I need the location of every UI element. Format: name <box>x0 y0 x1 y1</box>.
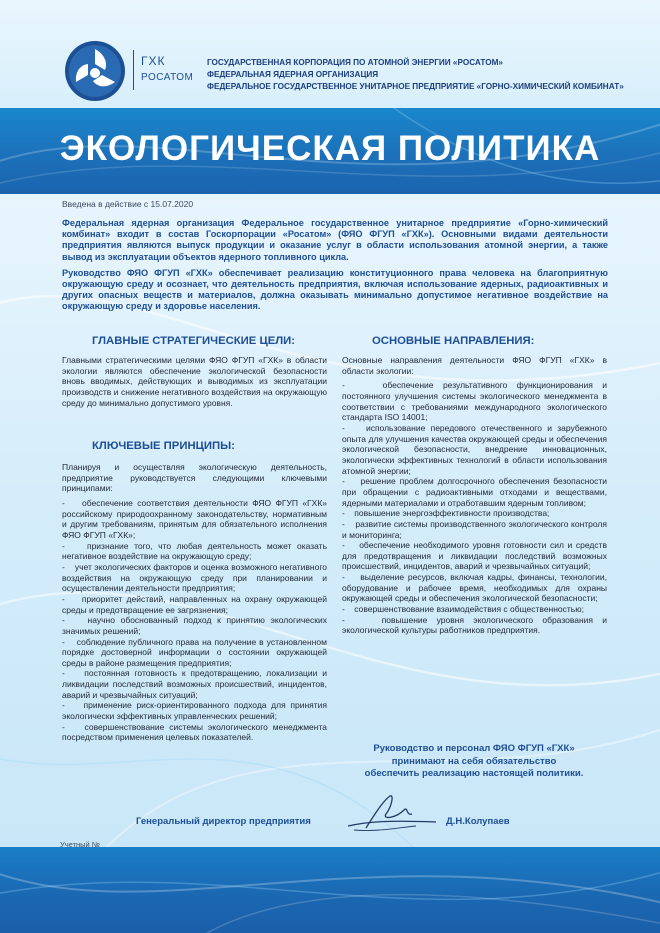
principles-heading: КЛЮЧЕВЫЕ ПРИНЦИПЫ: <box>92 440 235 452</box>
signatory-name: Д.Н.Колупаев <box>446 816 510 827</box>
page-title: ЭКОЛОГИЧЕСКАЯ ПОЛИТИКА <box>59 129 601 168</box>
effective-date: Введена в действие с 15.07.2020 <box>62 199 194 209</box>
org-line-2: ФЕДЕРАЛЬНАЯ ЯДЕРНАЯ ОРГАНИЗАЦИЯ <box>207 70 379 79</box>
bottom-band-swirl-decoration <box>0 847 660 933</box>
title-band <box>0 108 660 194</box>
direction-item: - выделение ресурсов, включая кадры, финансы, технологии, оборудование и рабочее время, необходимых для охраны окружающей среды и обеспечения экологической безопасности; <box>342 572 607 604</box>
goals-heading: ГЛАВНЫЕ СТРАТЕГИЧЕСКИЕ ЦЕЛИ: <box>92 335 296 347</box>
logo-line-1: ГХК <box>141 54 166 68</box>
principles-intro: Планируя и осуществляя экологическую деятельность, предприятие руководствуется следующими ключевыми принципами: <box>62 462 327 494</box>
intro-paragraph-1: Федеральная ядерная организация Федеральное государственное унитарное предприятие «Горно-химический комбинат» входит в состав Госкорпорации «Росатом» (ФЯО ФГУП «ГХК»). Основными видами деятельности предприятия являются выпуск продукции и оказание услуг в области использования атомной энергии, а также вывод из эксплуатации объектов ядерного топливного цикла. <box>62 218 608 262</box>
principle-item: - обеспечение соответствия деятельности ФЯО ФГУП «ГХК» российскому природоохранному законодательству, нормативным и другим требованиям, принятым для обязательного исполнения ФЯО ФГУП «ГХК»; <box>62 497 327 540</box>
direction-item: - развитие системы производственного экологического контроля и мониторинга; <box>342 518 607 540</box>
registration-number <box>60 840 142 847</box>
direction-item: - решение проблем долгосрочного обеспечения безопасности при обращении с радиоактивными отходами и веществами, ядерными материалами и отработавшим ядерным топливом; <box>342 476 608 508</box>
handwritten-signature <box>346 792 438 834</box>
principle-item: - применение риск-ориентированного подхода для принятия экологически эффективных управленческих решений; <box>62 700 327 722</box>
header <box>0 0 660 108</box>
registration-number-label: Учетный № <box>60 840 100 847</box>
directions-intro: Основные направления деятельности ФЯО ФГУП «ГХК» в области экологии: <box>342 355 607 376</box>
direction-item: - повышение энергоэффективности производства; <box>342 508 550 519</box>
commitment-line-3: обеспечить реализацию настоящей политики. <box>364 768 584 779</box>
org-line-1: ГОСУДАРСТВЕННАЯ КОРПОРАЦИЯ ПО АТОМНОЙ ЭНЕРГИИ «РОСАТОМ» <box>207 58 503 67</box>
commitment-statement <box>342 743 606 781</box>
direction-item: - обеспечение результативного функционирования и постоянного улучшения системы экологического менеджмента в соответствии с требованиями международного экологического стандарта ISO 14001; <box>342 380 607 423</box>
principle-item: - научно обоснованный подход к принятию экологических значимых решений; <box>62 615 327 636</box>
direction-item: - повышение уровня экологического образования и экологической культуры работников предприятия. <box>342 614 607 636</box>
principle-item: - совершенствование системы экологического менеджмента посредством применения целевых показателей. <box>62 721 327 743</box>
org-line-3: ФЕДЕРАЛЬНОЕ ГОСУДАРСТВЕННОЕ УНИТАРНОЕ ПРЕДПРИЯТИЕ «ГОРНО-ХИМИЧЕСКИЙ КОМБИНАТ» <box>207 82 624 91</box>
principle-item: - соблюдение публичного права на получение в установленном порядке достоверной информации о состоянии окружающей среды в районе размещения предприятия; <box>62 636 327 668</box>
principles-list <box>62 462 327 743</box>
logo-text <box>141 54 193 83</box>
intro-paragraph-2: Руководство ФЯО ФГУП «ГХК» обеспечивает реализацию конституционного права человека на благоприятную окружающую среду и осознает, что деятельность предприятия, включая использование ядерных, радиоактивных и других опасных веществ и материалов, должна оказывать минимально допустимое негативное воздействие на окружающую среду и здоровье населения. <box>62 267 608 312</box>
intro-block <box>62 218 608 318</box>
organization-lines <box>207 57 624 93</box>
direction-item: - обеспечение необходимого уровня готовности сил и средств для предотвращения и ликвидации последствий возможных происшествий, инцидентов, аварий и чрезвычайных ситуаций; <box>342 540 607 572</box>
bottom-band <box>0 847 660 933</box>
signatory-title: Генеральный директор предприятия <box>136 816 311 827</box>
logo-divider <box>133 50 134 90</box>
principle-item: - признание того, что любая деятельность может оказать негативное воздействие на окружающую среду; <box>62 540 327 562</box>
principle-item: - учет экологических факторов и оценка возможного негативного воздействия на окружающую среду при планировании и осуществлении деятельности предприятия; <box>62 561 327 594</box>
principle-item: - приоритет действий, направленных на охрану окружающей среды и предотвращение ее загрязнения; <box>62 593 327 615</box>
directions-heading: ОСНОВНЫЕ НАПРАВЛЕНИЯ: <box>372 335 535 347</box>
rosatom-logo-icon <box>64 40 126 102</box>
goals-text <box>62 355 327 408</box>
logo-line-2: РОСАТОМ <box>141 72 194 83</box>
commitment-line-2: принимают на себя обязательство <box>391 755 557 767</box>
goals-paragraph: Главными стратегическими целями ФЯО ФГУП «ГХК» в области экологии являются обеспечение экологической безопасности вновь вводимых, действующих и выводимых из эксплуатации производств и снижение негативного воздействия на окружающую среду до минимально допустимого уровня. <box>62 355 327 408</box>
direction-item: - использование передового отечественного и зарубежного опыта для улучшения качества окружающей среды и обеспечения экологической безопасности, внедрение инновационных, экологически эффективных технологий в области использования атомной энергии; <box>342 422 608 476</box>
directions-list <box>342 355 607 636</box>
direction-item: - совершенствование взаимодействия с общественностью; <box>342 604 584 615</box>
commitment-line-1: Руководство и персонал ФЯО ФГУП «ГХК» <box>373 743 575 754</box>
principle-item: - постоянная готовность к предотвращению, локализации и ликвидации последствий возможных происшествий, инцидентов, аварий и чрезвычайных ситуаций; <box>62 668 328 700</box>
content-area <box>0 194 660 847</box>
